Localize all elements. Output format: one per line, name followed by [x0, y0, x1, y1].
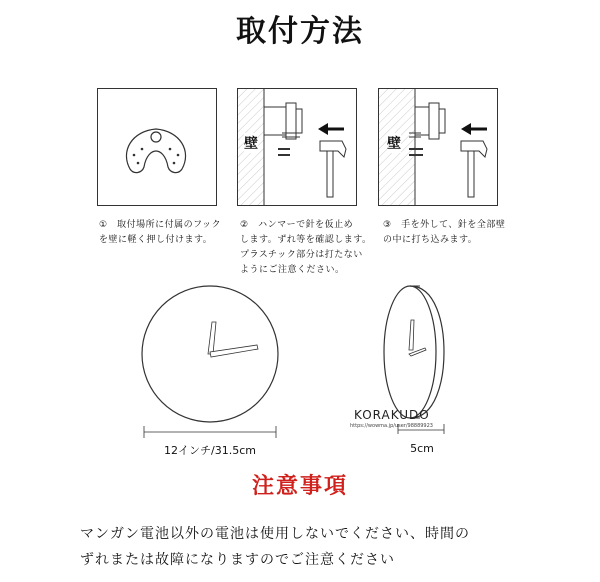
arrow-left-icon: [318, 123, 344, 135]
step1-illustration: [97, 88, 217, 206]
hammer-icon: [461, 141, 487, 197]
arrow-left-icon: [461, 123, 487, 135]
watermark-brand: KORAKUDO: [354, 408, 430, 422]
clock-front-illustration: [130, 282, 290, 442]
step3-illustration: [378, 88, 498, 206]
wall-label: 壁: [387, 133, 401, 153]
watermark-url: https://wowma.jp/user/98889923: [350, 423, 433, 429]
front-dimension-label: 12インチ/31.5cm: [164, 444, 256, 457]
page-title: 取付方法: [236, 14, 364, 49]
notice-title: 注意事項: [251, 474, 348, 499]
hook-icon: [98, 89, 216, 205]
step-line: ③ 手を外して、針を全部壁: [383, 220, 506, 230]
step-line: ようにご注意ください。: [240, 265, 345, 275]
step2-illustration: [237, 88, 357, 206]
step-line: ① 取付場所に付属のフック: [99, 220, 221, 230]
step-line: プラスチック部分は打たない: [240, 250, 363, 260]
notice-line: ずれまたは故障になりますのでご注意ください: [80, 552, 395, 568]
side-dimension-label: 5cm: [410, 442, 434, 455]
wall-label: 壁: [244, 133, 258, 153]
step-line: ② ハンマーで針を仮止め: [240, 220, 354, 230]
step-line: を壁に軽く押し付けます。: [99, 235, 213, 245]
step1-text: [99, 218, 221, 248]
hammer-icon: [320, 141, 346, 197]
step2-text: [240, 218, 372, 278]
step-line: します。ずれ等を確認します。: [240, 235, 372, 245]
notice-text: [80, 521, 470, 573]
step3-text: [383, 218, 505, 248]
notice-line: マンガン電池以外の電池は使用しないでください、時間の: [80, 526, 470, 542]
step-line: の中に打ち込みます。: [383, 235, 478, 245]
